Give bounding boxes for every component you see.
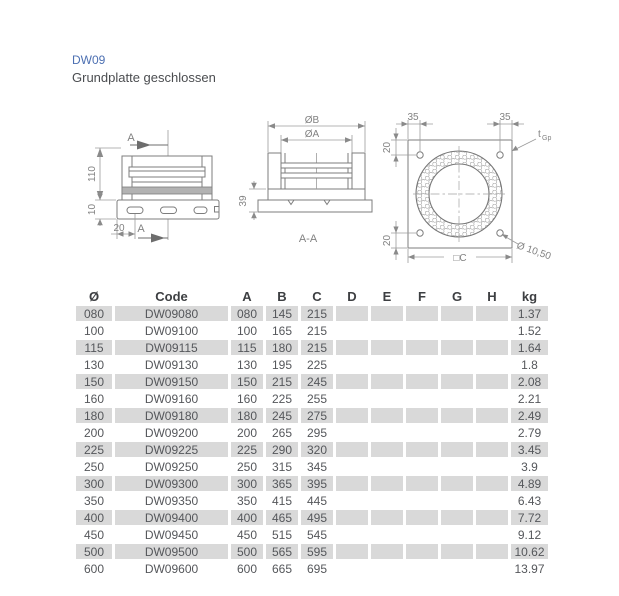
table-row: [76, 493, 548, 508]
table-cell: 320: [301, 442, 333, 457]
table-cell: [406, 510, 438, 525]
table-cell: 300: [231, 476, 263, 491]
plate-thickness-sub-label: Gp: [542, 135, 552, 142]
table-cell: [441, 510, 473, 525]
section-caption: A-A: [298, 233, 318, 245]
table-cell: [336, 306, 368, 321]
inner-pipe-section: [281, 153, 352, 189]
dim-outer-diameter-label: ØB: [304, 115, 320, 126]
table-cell: [476, 306, 508, 321]
table-cell: 100: [236, 323, 258, 338]
table-cell: [476, 391, 508, 406]
table-row: [76, 425, 548, 440]
table-cell: 400: [76, 510, 112, 525]
table-cell: [371, 340, 403, 355]
table-cell: 130: [83, 357, 105, 372]
section-arrow-bottom: [151, 234, 165, 243]
table-cell: [441, 306, 473, 321]
table-cell: 450: [83, 527, 105, 542]
table-cell: [406, 493, 438, 508]
table-cell: [441, 544, 473, 559]
table-cell: [371, 408, 403, 423]
code-link[interactable]: DW09200: [144, 425, 199, 440]
table-cell: 215: [301, 306, 333, 321]
table-cell: 500: [76, 544, 112, 559]
table-cell: 115: [231, 340, 263, 355]
table-cell: 165: [271, 323, 293, 338]
base-plate-section: [258, 200, 372, 212]
table-cell: 290: [266, 442, 298, 457]
table-cell: [441, 442, 473, 457]
table-cell: 1.64: [511, 340, 548, 355]
table-cell: 350: [236, 493, 258, 508]
table-cell: 13.97: [514, 561, 545, 576]
code-link[interactable]: DW09500: [115, 544, 228, 559]
table-cell: [476, 357, 508, 372]
hole-diameter-label: Ø 10,50: [515, 240, 553, 263]
code-link[interactable]: DW09250: [144, 459, 199, 474]
table-cell: [476, 340, 508, 355]
table-cell: 345: [306, 459, 328, 474]
table-body: [76, 306, 548, 576]
base-plate-outline: [117, 200, 219, 219]
table-cell: [371, 493, 403, 508]
table-cell: [406, 476, 438, 491]
dim-base-height-label: 39: [238, 195, 249, 207]
table-cell: 250: [236, 459, 258, 474]
table-cell: 145: [266, 306, 298, 321]
table-cell: [406, 544, 438, 559]
dim-plate-width-label: □C: [453, 253, 467, 264]
dim-inner-diameter: [281, 129, 352, 155]
table-cell: 450: [236, 527, 258, 542]
table-cell: [371, 442, 403, 457]
code-link[interactable]: DW09600: [144, 561, 199, 576]
dim-hole-offset-right-label: 35: [499, 112, 511, 123]
table-cell: [336, 391, 368, 406]
table-cell: [406, 374, 438, 389]
section-label-top: A: [127, 132, 135, 144]
table-cell: [406, 391, 438, 406]
table-cell: 9.12: [517, 527, 542, 542]
table-cell: [371, 544, 403, 559]
table-cell: 2.21: [517, 391, 542, 406]
table-cell: [406, 323, 438, 338]
side-view-drawing: [86, 108, 246, 265]
table-cell: [406, 459, 438, 474]
table-cell: [371, 391, 403, 406]
table-cell: 200: [83, 425, 105, 440]
code-link[interactable]: DW09180: [115, 408, 228, 423]
table-cell: 195: [271, 357, 293, 372]
table-cell: [441, 561, 473, 576]
table-cell: 1.37: [511, 306, 548, 321]
table-cell: 2.49: [511, 408, 548, 423]
table-cell: 130: [236, 357, 258, 372]
table-cell: 225: [271, 391, 293, 406]
table-cell: 080: [76, 306, 112, 321]
dim-inner-diameter-label: ØA: [304, 129, 320, 140]
table-cell: [476, 561, 508, 576]
code-link[interactable]: DW09300: [115, 476, 228, 491]
table-cell: [476, 459, 508, 474]
table-cell: 10.62: [511, 544, 548, 559]
dim-height-label: 110: [87, 166, 98, 182]
code-link[interactable]: DW09080: [115, 306, 228, 321]
table-cell: 160: [83, 391, 105, 406]
table-header-row: [76, 288, 548, 304]
table-cell: 515: [271, 527, 293, 542]
table-cell: 3.45: [511, 442, 548, 457]
table-cell: [336, 561, 368, 576]
table-cell: [476, 425, 508, 440]
table-cell: [371, 476, 403, 491]
dim-hole-edge-top-label: 20: [382, 141, 393, 154]
table-row: [76, 510, 548, 525]
table-cell: 3.9: [521, 459, 538, 474]
table-cell: [476, 476, 508, 491]
table-cell: 365: [266, 476, 298, 491]
table-cell: 315: [271, 459, 293, 474]
table-cell: 395: [301, 476, 333, 491]
table-cell: [406, 442, 438, 457]
table-row: [76, 544, 548, 559]
table-cell: [441, 459, 473, 474]
table-cell: 245: [266, 408, 298, 423]
column-header-c: C: [312, 288, 322, 304]
code-link[interactable]: DW09130: [144, 357, 199, 372]
table-row: [76, 527, 548, 542]
section-label-bottom: A: [137, 223, 145, 235]
code-link[interactable]: DW09100: [144, 323, 199, 338]
table-cell: 180: [76, 408, 112, 423]
table-cell: [371, 561, 403, 576]
table-cell: [336, 425, 368, 440]
table-cell: [336, 374, 368, 389]
table-row: [76, 340, 548, 355]
table-cell: [336, 527, 368, 542]
dim-slot-offset-label: 20: [113, 223, 125, 234]
table-row: [76, 323, 548, 338]
table-cell: [476, 527, 508, 542]
table-cell: 600: [83, 561, 105, 576]
table-cell: [371, 510, 403, 525]
table-cell: [336, 510, 368, 525]
table-cell: 350: [83, 493, 105, 508]
table-cell: [476, 544, 508, 559]
table-cell: [441, 527, 473, 542]
table-cell: [406, 408, 438, 423]
table-cell: [371, 323, 403, 338]
dim-height: [87, 148, 121, 200]
table-cell: 215: [301, 340, 333, 355]
table-cell: [371, 459, 403, 474]
table-cell: 150: [231, 374, 263, 389]
column-header-kg: kg: [521, 288, 538, 304]
column-header-code: Code: [155, 288, 188, 304]
dim-plate-width: [408, 249, 512, 264]
table-cell: [336, 340, 368, 355]
table-cell: 100: [83, 323, 105, 338]
code-link[interactable]: DW09115: [115, 340, 228, 355]
table-cell: 695: [306, 561, 328, 576]
column-header-d: D: [347, 288, 357, 304]
table-cell: [476, 493, 508, 508]
table-cell: [336, 323, 368, 338]
table-cell: [476, 442, 508, 457]
table-cell: [441, 493, 473, 508]
table-cell: 500: [231, 544, 263, 559]
table-cell: 160: [236, 391, 258, 406]
table-cell: 545: [306, 527, 328, 542]
table-cell: 2.79: [517, 425, 542, 440]
table-cell: [441, 391, 473, 406]
table-cell: 180: [231, 408, 263, 423]
column-header-f: F: [418, 288, 426, 304]
table-cell: 595: [301, 544, 333, 559]
code-link[interactable]: DW09400: [115, 510, 228, 525]
table-cell: 215: [266, 374, 298, 389]
table-cell: 400: [231, 510, 263, 525]
dim-hole-edge-bottom-label: 20: [382, 234, 393, 247]
table-row: [76, 306, 548, 321]
table-cell: 200: [236, 425, 258, 440]
table-cell: 4.89: [511, 476, 548, 491]
table-cell: [441, 323, 473, 338]
table-row: [76, 391, 548, 406]
table-cell: [476, 408, 508, 423]
table-cell: 215: [306, 323, 328, 338]
table-cell: 600: [236, 561, 258, 576]
table-cell: [336, 493, 368, 508]
table-cell: 225: [76, 442, 112, 457]
code-link[interactable]: DW09350: [144, 493, 199, 508]
table-row: [76, 374, 548, 389]
table-cell: 275: [301, 408, 333, 423]
table-cell: [406, 561, 438, 576]
table-cell: [406, 306, 438, 321]
dim-plate-thickness-label: 10: [87, 203, 98, 216]
table-cell: [336, 476, 368, 491]
table-cell: [441, 374, 473, 389]
table-cell: 465: [266, 510, 298, 525]
table-cell: 225: [231, 442, 263, 457]
table-row: [76, 561, 548, 576]
table-row: [76, 357, 548, 372]
table-row: [76, 476, 548, 491]
product-code-title: DW09: [72, 53, 106, 67]
column-header-h: H: [487, 288, 497, 304]
dim-plate-thickness: [87, 193, 116, 226]
table-cell: [441, 357, 473, 372]
table-cell: 1.8: [521, 357, 538, 372]
table-cell: [476, 374, 508, 389]
table-cell: [336, 459, 368, 474]
table-cell: 6.43: [517, 493, 542, 508]
page-title: Grundplatte geschlossen: [72, 70, 216, 85]
dimension-table: [73, 286, 551, 578]
table-cell: 415: [271, 493, 293, 508]
table-cell: [441, 408, 473, 423]
table-row: [76, 442, 548, 457]
table-cell: [336, 357, 368, 372]
table-cell: [336, 442, 368, 457]
table-cell: [441, 425, 473, 440]
table-cell: 250: [83, 459, 105, 474]
table-cell: [476, 510, 508, 525]
table-cell: [476, 323, 508, 338]
table-cell: [406, 527, 438, 542]
table-cell: 2.08: [511, 374, 548, 389]
code-link[interactable]: DW09160: [144, 391, 199, 406]
pipe-body-outline: [122, 156, 212, 200]
table-cell: [371, 425, 403, 440]
table-cell: 445: [306, 493, 328, 508]
table-cell: 1.52: [517, 323, 542, 338]
table-cell: 565: [266, 544, 298, 559]
table-cell: [371, 374, 403, 389]
table-cell: 495: [301, 510, 333, 525]
column-header-dia: Ø: [88, 288, 100, 304]
table-cell: [371, 306, 403, 321]
table-cell: 665: [271, 561, 293, 576]
plate-thickness-label: t: [538, 129, 541, 140]
table-cell: [406, 425, 438, 440]
table-cell: 245: [301, 374, 333, 389]
section-view-drawing: [238, 108, 378, 258]
column-header-a: A: [242, 288, 252, 304]
table-cell: 265: [271, 425, 293, 440]
table-cell: 255: [306, 391, 328, 406]
table-cell: 150: [76, 374, 112, 389]
column-header-b: B: [277, 288, 287, 304]
table-row: [76, 408, 548, 423]
table-cell: 080: [231, 306, 263, 321]
table-cell: 180: [266, 340, 298, 355]
table-cell: [441, 340, 473, 355]
plate-thickness-callout: [512, 129, 551, 151]
table-cell: 7.72: [511, 510, 548, 525]
table-cell: 295: [306, 425, 328, 440]
table-cell: 300: [76, 476, 112, 491]
table-cell: 115: [76, 340, 112, 355]
table-cell: [406, 340, 438, 355]
table-cell: [371, 357, 403, 372]
table-row: [76, 459, 548, 474]
table-cell: 225: [306, 357, 328, 372]
code-link[interactable]: DW09225: [115, 442, 228, 457]
table-cell: [441, 476, 473, 491]
table-cell: [336, 544, 368, 559]
table-cell: [371, 527, 403, 542]
column-header-g: G: [451, 288, 463, 304]
dim-hole-offset-left-label: 35: [407, 112, 419, 123]
gasket-band: [122, 187, 212, 194]
section-arrow-top: [137, 141, 151, 150]
top-view-drawing: [380, 106, 568, 279]
code-link[interactable]: DW09450: [144, 527, 199, 542]
column-header-e: E: [382, 288, 392, 304]
table-cell: [406, 357, 438, 372]
code-link[interactable]: DW09150: [115, 374, 228, 389]
table-cell: [336, 408, 368, 423]
